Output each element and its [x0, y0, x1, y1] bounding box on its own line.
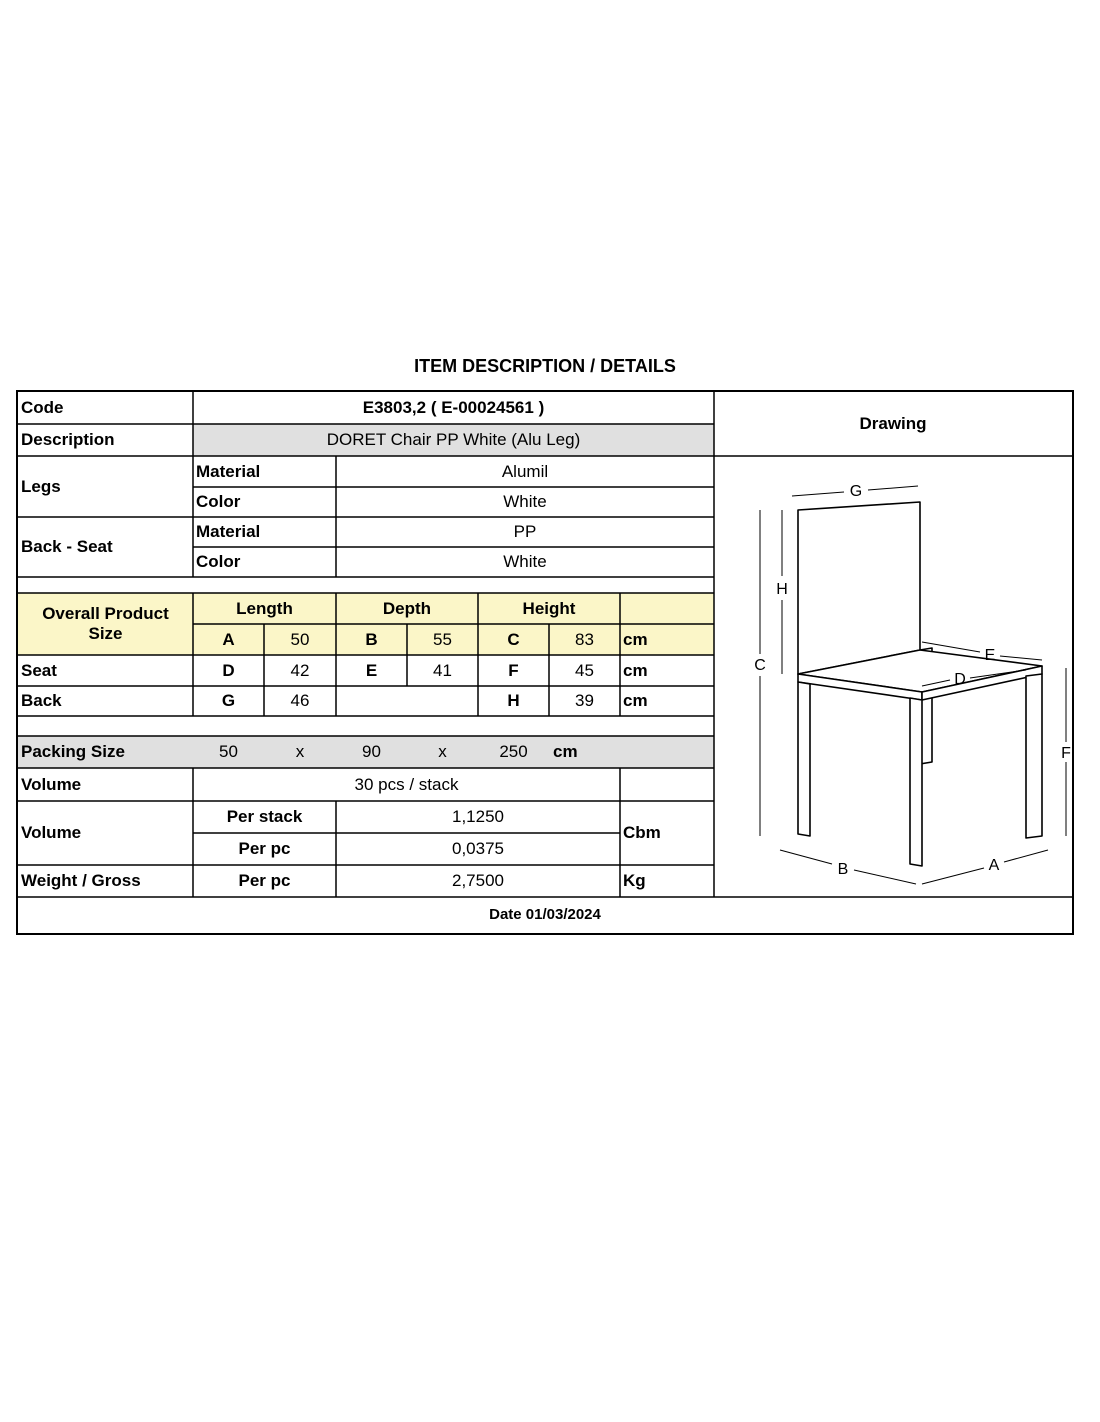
chair-back-panel	[798, 502, 920, 674]
back-label: Back	[21, 691, 62, 711]
packing-unit: cm	[553, 742, 578, 762]
description-label: Description	[21, 430, 115, 450]
dim-g-key: G	[221, 691, 236, 711]
packing-depth: 90	[362, 742, 381, 762]
dim-b-key: B	[365, 629, 378, 649]
dim-a-value: 50	[290, 629, 310, 649]
dim-e-key: E	[365, 660, 378, 680]
seat-label: Seat	[21, 660, 57, 680]
weight-label: Weight / Gross	[21, 871, 141, 891]
packing-x-1: x	[295, 742, 305, 762]
weight-unit: Kg	[623, 871, 646, 891]
packing-width: 50	[219, 742, 238, 762]
page-title: ITEM DESCRIPTION / DETAILS	[414, 356, 676, 376]
drawing-header: Drawing	[859, 414, 927, 434]
legs-material-value: Alumil	[501, 461, 549, 481]
length-header: Length	[236, 598, 293, 618]
drawing-letter-g: G	[849, 483, 863, 500]
chair-drawing	[736, 464, 1071, 894]
dim-g-value: 46	[290, 691, 310, 711]
back-unit: cm	[623, 691, 648, 711]
volume-label: Volume	[21, 823, 82, 843]
back-seat-material-value: PP	[513, 522, 537, 542]
weight-value: 2,7500	[452, 871, 504, 891]
dim-h-key: H	[507, 691, 520, 711]
back-seat-color-value: White	[503, 552, 547, 572]
dim-h-value: 39	[575, 691, 594, 711]
weight-per-pc-label: Per pc	[238, 871, 291, 891]
dim-c-key: C	[507, 629, 520, 649]
dim-b-value: 55	[433, 629, 452, 649]
description-value: DORET Chair PP White (Alu Leg)	[326, 430, 581, 450]
back-seat-material-label: Material	[196, 522, 261, 542]
legs-color-value: White	[503, 492, 547, 512]
date-stamp: Date 01/03/2024	[489, 906, 601, 924]
dim-d-key: D	[222, 660, 235, 680]
dim-f-key: F	[508, 660, 519, 680]
legs-label: Legs	[21, 476, 61, 496]
dim-a-key: A	[222, 629, 235, 649]
volume-per-stack-label: Per stack	[226, 807, 303, 827]
volume-per-stack-value: 1,1250	[452, 807, 504, 827]
dim-e-value: 41	[433, 660, 452, 680]
packing-x-2: x	[438, 742, 447, 762]
legs-color-label: Color	[196, 492, 241, 512]
seat-unit: cm	[623, 660, 648, 680]
legs-material-label: Material	[196, 461, 261, 481]
dim-c-value: 83	[575, 629, 594, 649]
drawing-letter-f: F	[1061, 745, 1071, 762]
volume-per-pc-value: 0,0375	[452, 839, 504, 859]
dim-d-value: 42	[290, 660, 310, 680]
back-seat-color-label: Color	[196, 552, 241, 572]
packing-size-label: Packing Size	[21, 742, 125, 762]
drawing-letter-d: D	[954, 671, 966, 688]
code-value: E3803,2 ( E-00024561 )	[362, 398, 545, 418]
item-details-sheet	[16, 390, 1074, 935]
volume-unit: Cbm	[623, 823, 661, 843]
overall-size-label: Overall Product Size	[42, 604, 169, 643]
dim-f-value: 45	[575, 660, 594, 680]
volume-stack-label: Volume	[21, 774, 82, 794]
drawing-letter-b: B	[837, 861, 849, 878]
drawing-letter-a: A	[988, 857, 1000, 874]
packing-height: 250	[499, 742, 528, 762]
depth-header: Depth	[382, 598, 432, 618]
back-seat-label: Back - Seat	[21, 537, 113, 557]
overall-unit: cm	[623, 629, 648, 649]
drawing-letter-e: E	[984, 647, 996, 664]
height-header: Height	[522, 598, 576, 618]
drawing-letter-c: C	[754, 657, 766, 674]
drawing-letter-h: H	[776, 581, 788, 598]
volume-per-pc-label: Per pc	[238, 839, 291, 859]
code-label: Code	[21, 398, 64, 418]
volume-stack-value: 30 pcs / stack	[354, 774, 459, 794]
